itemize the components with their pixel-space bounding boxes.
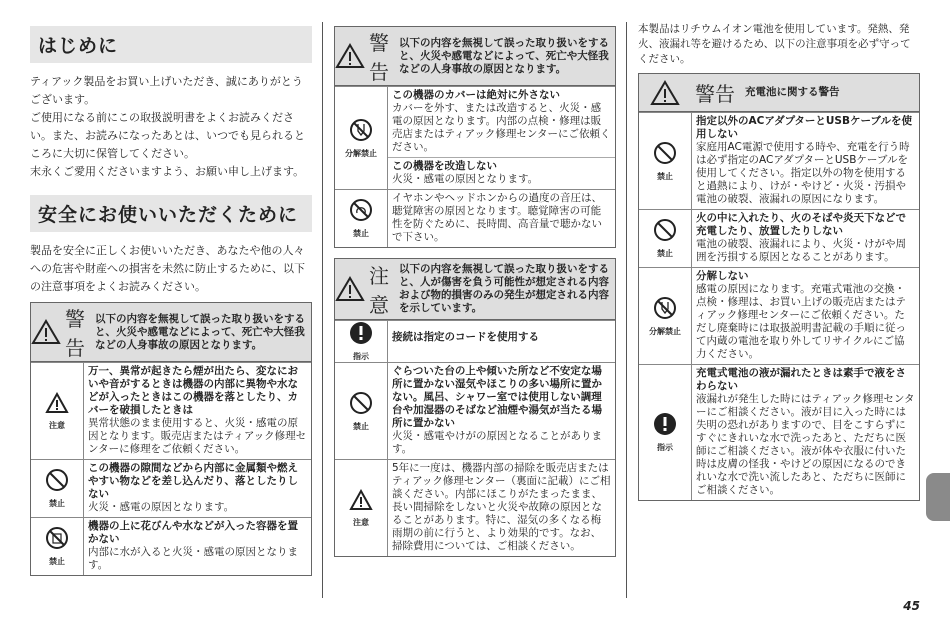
table-row — [335, 189, 615, 247]
warning-header — [335, 27, 615, 86]
intro-para-3: 末永くご愛用くださいますよう、お願い申し上げます。 — [30, 165, 305, 178]
row-bold-text: この機器を改造しない — [392, 160, 497, 172]
column-2 — [334, 26, 616, 557]
warning-desc: 充電池に関する警告 — [745, 86, 840, 98]
warning-triangle-icon — [335, 43, 365, 69]
instruction-icon — [349, 321, 373, 349]
column-divider — [626, 22, 627, 598]
section-tab — [926, 473, 950, 521]
caution-table — [334, 258, 616, 557]
column-divider — [322, 22, 323, 598]
caution-triangle-icon — [45, 392, 69, 418]
icon-caption: 注意 — [353, 517, 369, 527]
table-row — [639, 364, 919, 500]
no-disassembly-icon — [349, 118, 373, 146]
intro-heading: はじめに — [30, 26, 312, 63]
battery-warning-header — [639, 74, 919, 112]
intro-para-2: ご使用になる前にこの取扱説明書をよくお読みください。また、お読みになったあとは、いつでも見られるところに大切に保管してください。 — [30, 111, 305, 160]
warning-header — [31, 303, 311, 362]
table-row — [639, 267, 919, 364]
row-text: 5年に一度は、機器内部の掃除を販売店またはティアック修理センター（裏面に記載）にご相談ください。内部にほこりがたまったまま、長い間掃除をしないと火災や故障の原因となることがあります。特に、湿気の多くなる梅雨期の前に行うと、より効果的です。なお、掃除費用については、ご相談ください。 — [392, 462, 611, 552]
caution-label: 注意 — [369, 264, 389, 317]
caution-triangle-icon — [349, 489, 373, 515]
icon-caption: 指示 — [353, 352, 369, 361]
warning-label: 警告 — [369, 31, 389, 84]
row-bold-text: 万一、異常が起きたら煙が出たら、変なにおいや音がするときは機器の内部に異物や水などが入ったときはこの機器を落としたり、カバーを破損したときは — [88, 365, 298, 416]
table-row — [335, 459, 615, 556]
battery-warning-table — [638, 73, 920, 501]
caution-triangle-icon — [335, 276, 365, 302]
warning-desc: 以下の内容を無視して誤った取り扱いをすると、火災や感電などによって、死亡や大怪我などの人身事故の原因となります。 — [399, 36, 609, 75]
warning-triangle-icon — [639, 80, 691, 106]
row-text: 家庭用AC電源で使用する時や、充電を行う時は必ず指定のACアダプターとUSBケーブルを使用してください。指定以外の物を使用すると過熱により、けが・やけど・火災・汚損や電池の破裂、液漏れの原因になります。 — [696, 141, 910, 205]
table-row — [31, 459, 311, 517]
column-3 — [638, 22, 920, 501]
row-bold-text: 機器の上に花びんや水などが入った容器を置かない — [88, 520, 298, 545]
row-text: 感電の原因になります。充電式電池の交換・点検・修理は、お買い上げの販売店またはティアック修理センターにご依頼ください。ただし廃棄時には取扱説明書記載の手順に従って内蔵の電池を取り外してリサイクルにご協力ください。 — [696, 283, 906, 360]
warning-label: 警告 — [695, 82, 735, 106]
row-text: 火災・感電の原因となります。 — [392, 173, 539, 185]
icon-caption: 禁止 — [657, 249, 673, 258]
table-row — [335, 86, 615, 189]
no-disassembly-icon — [653, 296, 677, 324]
caution-header — [335, 259, 615, 320]
icon-caption: 禁止 — [657, 171, 673, 181]
prohibited-icon — [349, 391, 373, 419]
icon-caption: 禁止 — [353, 229, 369, 238]
icon-caption: 禁止 — [49, 499, 65, 508]
warning-table — [334, 26, 616, 248]
table-row — [31, 362, 311, 459]
caution-desc: 以下の内容を無視して誤った取り扱いをすると、人が傷害を負う可能性が想定される内容および物的損害のみの発生が想定される内容を示しています。 — [399, 263, 609, 314]
row-bold-text: 火の中に入れたり、火のそばや炎天下などで充電したり、放置したりしない — [696, 212, 906, 237]
prohibited-icon — [653, 218, 677, 246]
icon-caption: 禁止 — [353, 421, 369, 431]
table-row — [335, 320, 615, 362]
row-text: 火災・感電の原因となります。 — [88, 501, 235, 513]
no-water-icon — [45, 526, 69, 554]
icon-caption: 分解禁止 — [345, 148, 377, 158]
warning-table — [30, 302, 312, 576]
row-text: カバーを外す、または改造すると、火災・感電の原因となります。内部の点検・修理は販売店またはティアック修理センターにご依頼ください。 — [392, 102, 611, 153]
table-row — [639, 112, 919, 209]
column-1 — [30, 26, 312, 576]
row-text: イヤホンやヘッドホンからの過度の音圧は、聴覚障害の原因となります。聴覚障害の可能性を防ぐために、長時間、高音量で聴かないで下さい。 — [392, 192, 602, 243]
row-bold-text: 接続は指定のコードを使用する — [392, 331, 539, 343]
warning-label: 警告 — [65, 307, 85, 360]
warning-triangle-icon — [31, 319, 61, 345]
table-row — [639, 209, 919, 267]
prohibited-icon — [45, 468, 69, 496]
row-bold-text: 充電式電池の液が漏れたときは素手で液をさわらない — [696, 367, 906, 392]
row-text: 電池の破裂、液漏れにより、火災・けがや周囲を汚損する原因となることがあります。 — [696, 238, 906, 263]
icon-caption: 分解禁止 — [649, 326, 681, 336]
row-bold-text: 分解しない — [696, 270, 749, 282]
icon-caption: 注意 — [49, 420, 65, 430]
row-bold-text: 指定以外のACアダプターとUSBケーブルを使用しない — [696, 115, 913, 140]
table-row — [335, 362, 615, 459]
icon-caption: 禁止 — [49, 557, 65, 566]
row-text: 異常状態のまま使用すると、火災・感電の原因となります。販売店またはティアック修理センターに修理をご依頼ください。 — [88, 417, 307, 455]
warning-desc: 以下の内容を無視して誤った取り扱いをすると、火災や感電などによって、死亡や大怪我などの人身事故の原因となります。 — [95, 312, 305, 351]
row-text: 内部に水が入ると火災・感電の原因となります。 — [88, 546, 298, 571]
safety-para: 製品を安全に正しくお使いいただき、あなたや他の人々への危害や財産への損害を未然に防止するために、以下の注意事項をよくお読みください。 — [30, 244, 305, 293]
row-bold-text: ぐらついた台の上や傾いた所など不安定な場所に置かない湿気やほこりの多い場所に置かない。風呂、シャワー室では使用しない調理台や加湿器のそばなど油煙や湯気が当たる場所に置かない — [392, 365, 602, 429]
icon-caption: 指示 — [657, 443, 673, 452]
safety-heading: 安全にお使いいただくために — [30, 195, 312, 232]
battery-intro: 本製品はリチウムイオン電池を使用しています。発熱、発火、液漏れ等を避けるため、以下の注意事項を必ず守ってください。 — [638, 23, 911, 65]
prohibited-icon — [653, 141, 677, 169]
row-bold-text: この機器のカバーは絶対に外さない — [392, 89, 560, 101]
table-row — [31, 517, 311, 575]
row-text: 火災・感電やけがの原因となることがあります。 — [392, 430, 602, 455]
instruction-icon — [653, 412, 677, 440]
row-text: 液漏れが発生した時にはティアック修理センターにご相談ください。液が目に入った時には失明の恐れがありますので、目をこすらずにすぐにきれいな水で洗ったあと、ただちに医師にご相談ください。液が体や衣服に付いた時は皮膚の怪我・やけどの原因になるのできれいな水で洗い流したあと、ただちに医師にご相談ください。 — [696, 393, 915, 496]
no-headphones-icon — [349, 198, 373, 226]
page-number: 45 — [903, 599, 920, 613]
row-bold-text: この機器の隙間などから内部に金属類や燃えやすい物などを差し込んだり、落としたりしない — [88, 462, 298, 500]
intro-para-1: ティアック製品をお買い上げいただき、誠にありがとうございます。 — [30, 75, 303, 106]
